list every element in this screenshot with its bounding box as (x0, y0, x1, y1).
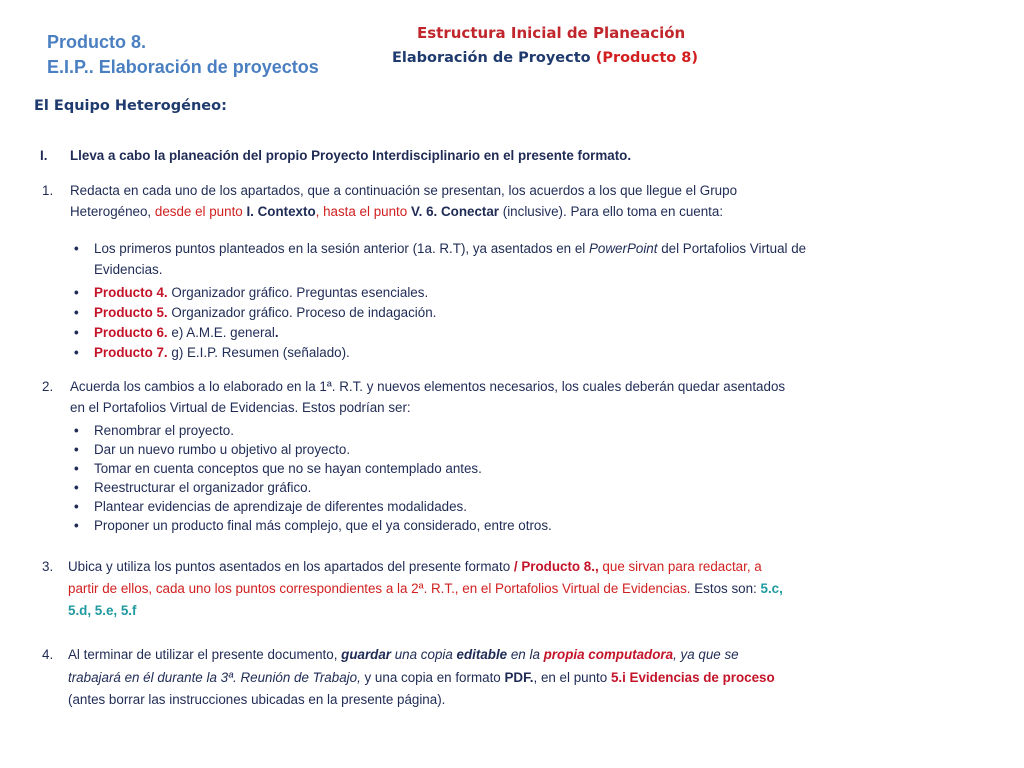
item-4-line2: trabajará en él durante la 3ª. Reunión de Trabajo, y una copia en formato PDF., en el punto 5.i Evidencias de proceso (68, 670, 775, 685)
item-1-line2: Heterogéneo, desde el punto I. Contexto, hasta el punto V. 6. Conectar (inclusive). Para ello toma en cuenta: (70, 204, 724, 219)
list-item: • Producto 4. Organizador gráfico. Preguntas esenciales. (94, 283, 428, 303)
item-2 (42, 377, 1002, 542)
product-number: Producto 8. (47, 32, 147, 52)
section-i-num: I. (40, 148, 48, 163)
project-subtitle-main: Elaboración de Proyecto (392, 50, 591, 66)
project-subtitle (392, 50, 698, 66)
list-item: • Producto 6. e) A.M.E. general. (94, 323, 279, 343)
list-item: • Dar un nuevo rumbo u objetivo al proyecto. (94, 440, 350, 460)
item-3-num: 3. (42, 559, 54, 574)
item-3-line2: partir de ellos, cada uno los puntos correspondientes a la 2ª. R.T., en el Portafolios Virtual de Evidencias. Estos son: 5.c, (68, 581, 783, 596)
structure-title: Estructura Inicial de Planeación (417, 24, 686, 42)
item-2-num: 2. (42, 379, 54, 394)
item-4-num: 4. (42, 647, 54, 662)
team-heading: El Equipo Heterogéneo: (34, 98, 227, 114)
list-item: • Plantear evidencias de aprendizaje de diferentes modalidades. (94, 497, 467, 517)
project-subtitle-paren: (Producto 8) (595, 50, 699, 66)
item-2-line2: en el Portafolios Virtual de Evidencias. Estos podrían ser: (70, 400, 411, 415)
item-3 (42, 557, 1007, 627)
list-item: • Tomar en cuenta conceptos que no se hayan contemplado antes. (94, 459, 482, 479)
list-item: • Renombrar el proyecto. (94, 421, 234, 441)
section-i-text: Lleva a cabo la planeación del propio Proyecto Interdisciplinario en el presente formato. (70, 148, 632, 163)
list-item: • Proponer un producto final más complejo, que el ya considerado, entre otros. (94, 516, 552, 536)
item-1 (42, 181, 1002, 371)
product-title (47, 30, 319, 80)
list-item: • Producto 7. g) E.I.P. Resumen (señalado). (94, 343, 350, 363)
item-3-line3: 5.d, 5.e, 5.f (68, 603, 137, 618)
item-4 (42, 645, 1007, 715)
product-subtitle: E.I.P.. Elaboración de proyectos (47, 57, 319, 77)
list-item: • Producto 5. Organizador gráfico. Proceso de indagación. (94, 303, 436, 323)
item-3-line1: Ubica y utiliza los puntos asentados en los apartados del presente formato / Producto 8., que sirvan para redactar, a (68, 559, 762, 574)
list-item: • Reestructurar el organizador gráfico. (94, 478, 311, 498)
item-2-line1: Acuerda los cambios a lo elaborado en la 1ª. R.T. y nuevos elementos necesarios, los cuales deberán quedar asentados (70, 379, 786, 394)
list-item: • Los primeros puntos planteados en la sesión anterior (1a. R.T), ya asentados en el PowerPoint del Portafolios Virtual de (94, 239, 806, 259)
item-4-line3: (antes borrar las instrucciones ubicadas en la presente página). (68, 692, 446, 707)
item-1-line1: Redacta en cada uno de los apartados, que a continuación se presentan, los acuerdos a los que llegue el Grupo (70, 183, 738, 198)
list-item-continuation: Evidencias. (94, 262, 163, 277)
item-4-line1: Al terminar de utilizar el presente documento, guardar una copia editable en la propia computadora, ya que se (68, 647, 739, 662)
item-1-num: 1. (42, 183, 54, 198)
